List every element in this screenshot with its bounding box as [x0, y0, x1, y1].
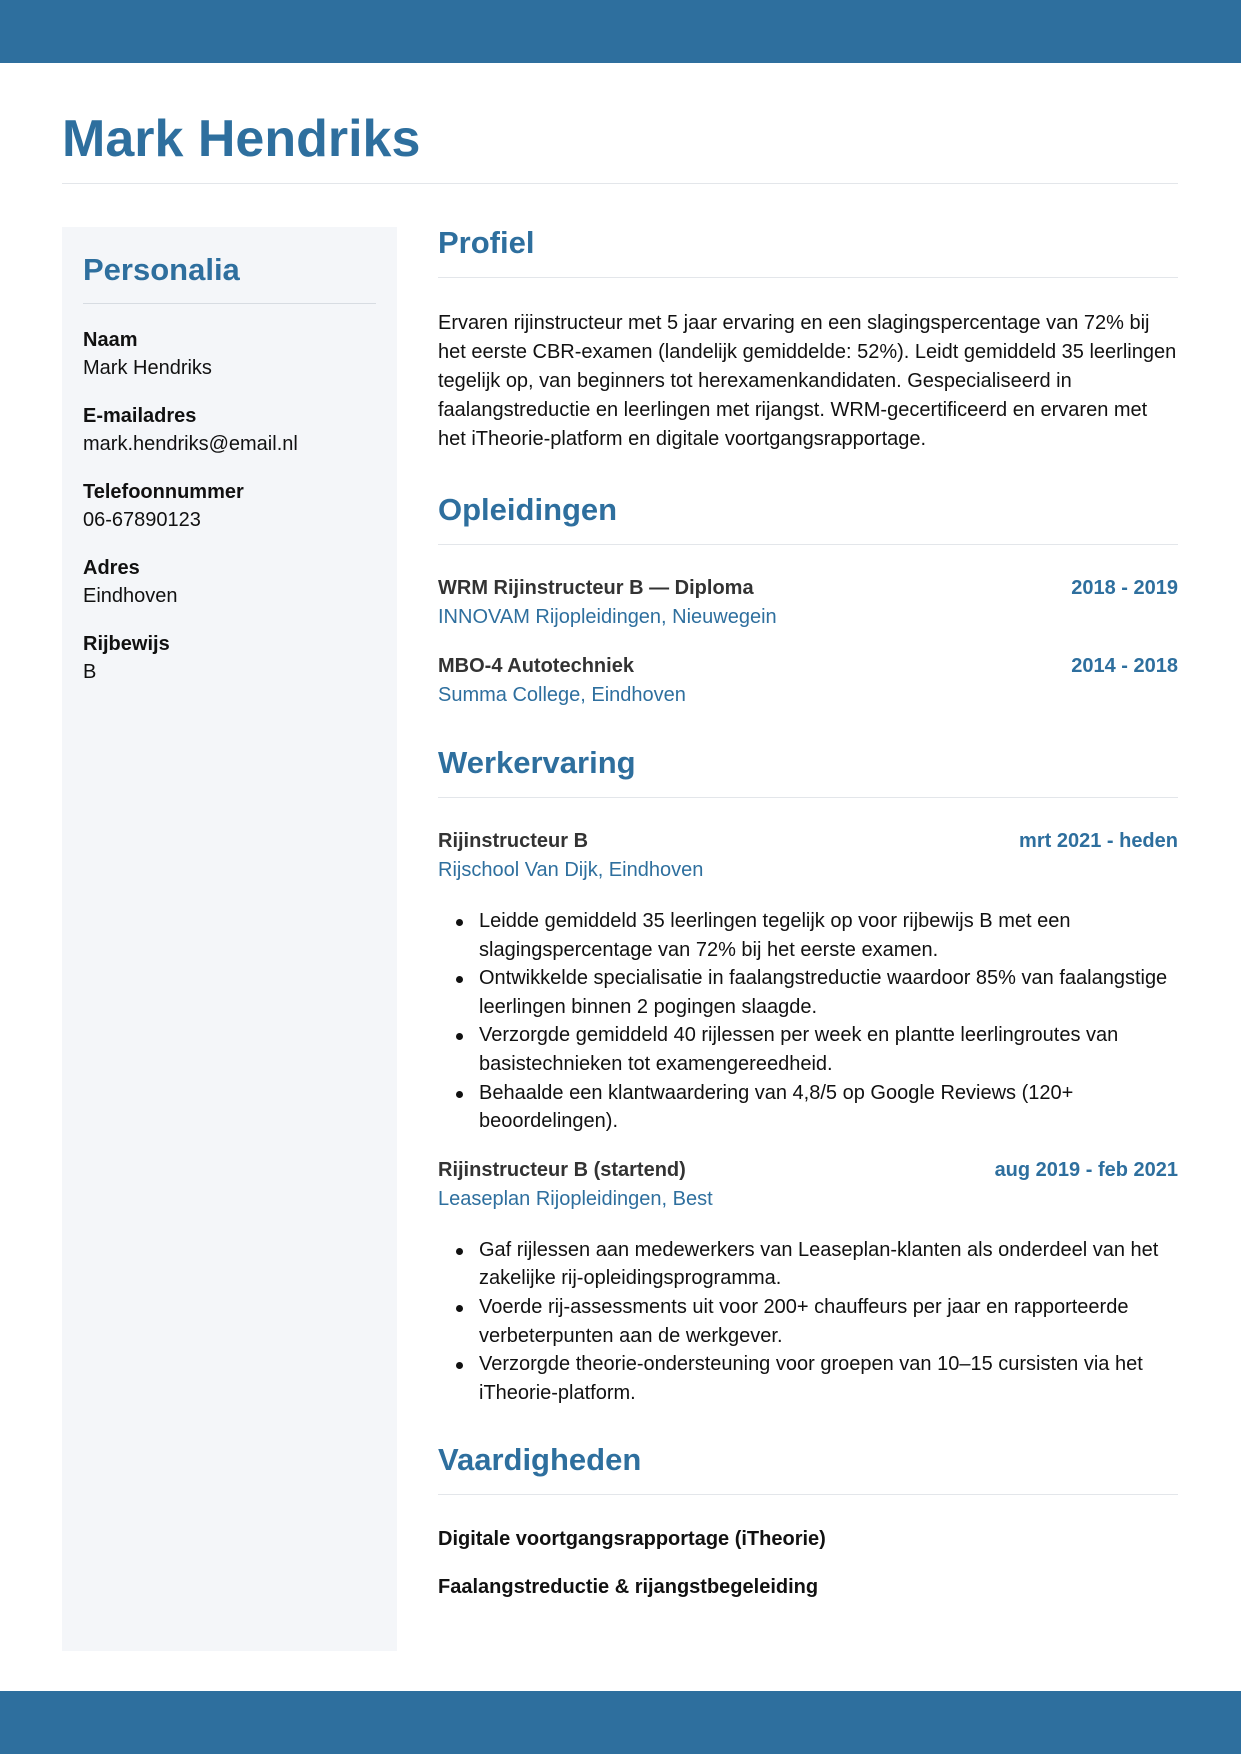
entry-company: Leaseplan Rijopleidingen, Best: [438, 1187, 713, 1210]
section-title: Vaardigheden: [438, 1442, 642, 1478]
profile-text: Ervaren rijinstructeur met 5 jaar ervaring en een slagingspercentage van 72% bij het eerste CBR-examen (landelijk gemiddelde: 52%). Leidt gemiddeld 35 leerlingen tegelijk op, van beginners tot herexamenkandidaten. Gespecialiseerd in faalangstreductie en leerlingen met rijangst. WRM-gecertificeerd en ervaren met het iTheorie-platform en digitale voortgangsrapportage.: [438, 312, 1177, 450]
section-divider: [438, 1494, 1178, 1495]
field-label: Adres: [83, 557, 140, 579]
sidebar-title: Personalia: [83, 252, 240, 287]
entry-date: 2018 - 2019: [1071, 577, 1178, 599]
field-email: [83, 402, 376, 458]
entry-header: [438, 574, 1178, 603]
list-item: Gaf rijlessen aan medewerkers van Leaseplan-klanten als onderdeel van het zakelijke rij-opleidingsprogramma.: [438, 1236, 1178, 1293]
field-name: [83, 326, 376, 382]
entry-institution: Summa College, Eindhoven: [438, 684, 686, 706]
entry-title: Rijinstructeur B (startend): [438, 1158, 686, 1181]
entry-header: [438, 1156, 1178, 1185]
main-content: [438, 223, 1178, 1601]
education-entry: [438, 574, 1178, 632]
entry-date: mrt 2021 - heden: [1019, 830, 1178, 852]
field-phone: [83, 478, 376, 534]
field-label: Rijbewijs: [83, 633, 170, 655]
bullet-list: [438, 1236, 1178, 1408]
field-value: Mark Hendriks: [83, 357, 212, 379]
education-section: [438, 490, 1178, 710]
entry-title: MBO-4 Autotechniek: [438, 655, 634, 677]
skill-item: Faalangstreductie & rijangstbegeleiding: [438, 1576, 819, 1599]
bottom-color-band: [0, 1691, 1241, 1754]
list-item: Ontwikkelde specialisatie in faalangstreductie waardoor 85% van faalangstige leerlingen binnen 2 pogingen slaagde.: [438, 964, 1178, 1021]
field-value: Eindhoven: [83, 585, 178, 607]
section-divider: [438, 277, 1178, 278]
experience-entry: [438, 827, 1178, 1136]
experience-entry: [438, 1156, 1178, 1408]
list-item: Verzorgde theorie-ondersteuning voor groepen van 10–15 cursisten via het iTheorie-platform.: [438, 1350, 1178, 1407]
entry-date: 2014 - 2018: [1071, 655, 1178, 677]
field-license: [83, 630, 376, 686]
field-value: B: [83, 661, 97, 683]
skills-section: [438, 1440, 1178, 1601]
personal-info-sidebar: [62, 227, 397, 1651]
entry-header: [438, 827, 1178, 856]
field-address: [83, 554, 376, 610]
entry-title: Rijinstructeur B: [438, 830, 589, 852]
page-title: Mark Hendriks: [62, 110, 421, 168]
list-item: Verzorgde gemiddeld 40 rijlessen per week en plantte leerlingroutes van basistechnieken tot examengereedheid.: [438, 1021, 1178, 1078]
education-entry: [438, 652, 1178, 710]
field-label: Naam: [83, 329, 138, 351]
list-item: Leidde gemiddeld 35 leerlingen tegelijk op voor rijbewijs B met een slagingspercentage van 72% bij het eerste examen.: [438, 907, 1178, 964]
section-divider: [438, 544, 1178, 545]
skill-item: Digitale voortgangsrapportage (iTheorie): [438, 1528, 826, 1551]
entry-institution: INNOVAM Rijopleidingen, Nieuwegein: [438, 606, 777, 628]
field-value: mark.hendriks@email.nl: [83, 433, 298, 455]
bullet-list: [438, 907, 1178, 1136]
sidebar-divider: [83, 303, 376, 304]
entry-header: [438, 652, 1178, 681]
list-item: Behaalde een klantwaardering van 4,8/5 op Google Reviews (120+ beoordelingen).: [438, 1079, 1178, 1136]
field-label: E-mailadres: [83, 405, 197, 427]
entry-company: Rijschool Van Dijk, Eindhoven: [438, 859, 704, 881]
entry-title: WRM Rijinstructeur B — Diploma: [438, 577, 754, 599]
list-item: Voerde rij-assessments uit voor 200+ chauffeurs per jaar en rapporteerde verbeterpunten aan de werkgever.: [438, 1293, 1178, 1350]
section-title: Opleidingen: [438, 492, 618, 527]
section-title: Werkervaring: [438, 745, 636, 780]
profile-section: [438, 223, 1178, 454]
top-color-band: [0, 0, 1241, 63]
title-divider: [62, 183, 1178, 184]
field-value: 06-67890123: [83, 509, 201, 531]
experience-section: [438, 743, 1178, 1407]
section-title: Profiel: [438, 225, 535, 260]
field-label: Telefoonnummer: [83, 481, 244, 503]
section-divider: [438, 797, 1178, 798]
entry-date: aug 2019 - feb 2021: [994, 1158, 1178, 1181]
